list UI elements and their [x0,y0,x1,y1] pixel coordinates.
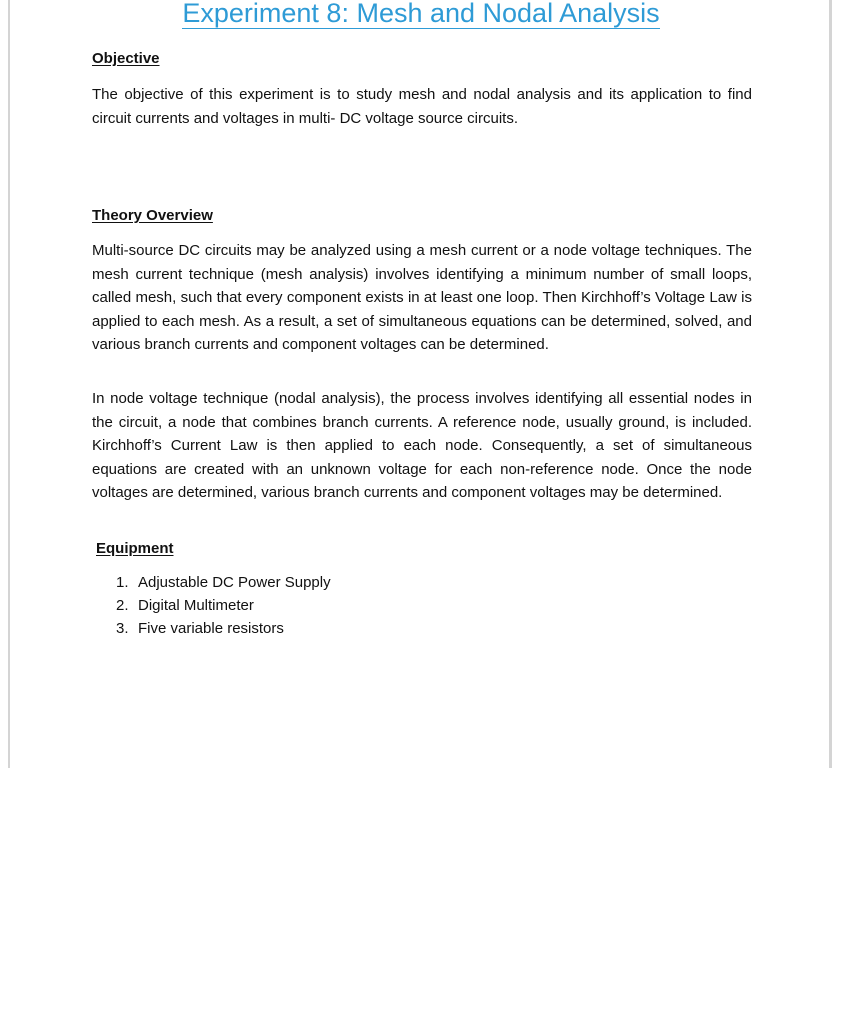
theory-heading: Theory Overview [92,207,213,224]
list-item-number: 2. [116,597,129,614]
equipment-list [116,571,331,640]
list-item [116,571,331,594]
page-title [10,0,832,29]
list-item-label: Five variable resistors [138,620,284,637]
document-page [8,0,832,768]
page-title-text: Experiment 8: Mesh and Nodal Analysis [182,0,660,28]
list-item-label: Adjustable DC Power Supply [138,574,331,591]
list-item-label: Digital Multimeter [138,597,254,614]
list-item-number: 3. [116,620,129,637]
list-item [116,617,331,640]
list-item-number: 1. [116,574,129,591]
objective-heading: Objective [92,50,160,67]
list-item [116,594,331,617]
objective-text: The objective of this experiment is to study mesh and nodal analysis and its application to find circuit currents and voltages in multi- DC voltage source circuits. [92,86,752,127]
theory-paragraph-2: In node voltage technique (nodal analysis), the process involves identifying all essential nodes in the circuit, a node that combines branch currents. A reference node, usually ground, is included. Kirchhoff’s Current Law is then applied to each node. Consequently, a set of simultaneous equations are created with an unknown voltage for each non-reference node. Once the node voltages are determined, various branch currents and component voltages may be determined. [92,390,752,501]
theory-paragraph-1: Multi-source DC circuits may be analyzed using a mesh current or a node voltage techniques. The mesh current technique (mesh analysis) involves identifying a minimum number of small loops, called mesh, such that every component exists in at least one loop. Then Kirchhoff’s Voltage Law is applied to each mesh. As a result, a set of simultaneous equations can be determined, solved, and various branch currents and component voltages can be determined. [92,242,752,353]
equipment-heading: Equipment [96,540,174,557]
